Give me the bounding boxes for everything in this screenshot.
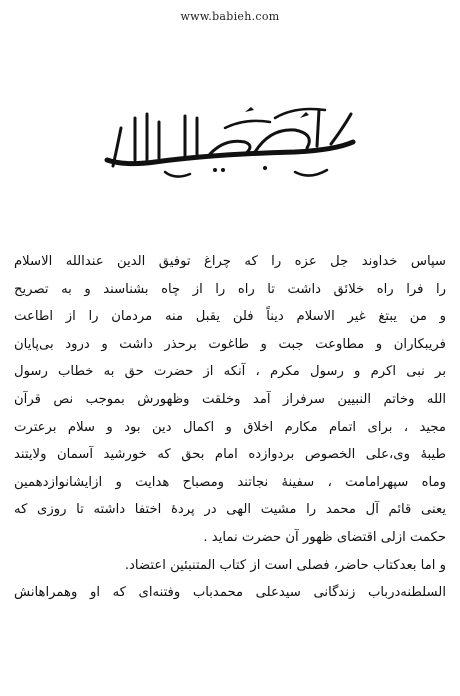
text-line: سپاس خداوند جل عزه را که چراغ توفیق الدین عندالله الاسلام <box>14 254 446 269</box>
text-line: بر نبی اکرم و رسول مکرم ، آنکه از حضرت حق به خطاب رسول <box>14 364 446 380</box>
text-line: السلطنه‌درباب زندگانی سیدعلی محمدباب وفتنه‌ای که او وهمراهانش <box>14 585 446 601</box>
text-line: و اما بعدکتاب حاضر، فصلی است از کتاب المتنبئین اعتضاد. <box>124 557 446 573</box>
basmala-calligraphy-image <box>95 88 365 188</box>
document-body <box>14 248 446 607</box>
text-line: یعنی قائم آل محمد را مشیت الهی در پردهٔ اختفا داشته تا روزی که <box>14 502 446 518</box>
text-line: طیبهٔ وی،علی الخصوص بردوازده امام بحق که خورشید آسمان ولایتند <box>14 447 446 463</box>
text-line: حکمت ازلی اقتضای ظهور آن حضرت نماید . <box>203 529 446 545</box>
text-line: و من یبتغ غیر الاسلام دیناً فلن یقبل منه مردمان را از اطاعت <box>14 309 446 325</box>
website-url: www.babieh.com <box>180 10 280 23</box>
text-line: مجید ، برای اتمام مکارم اخلاق و اکمال دین بود و سلام برعترت <box>14 419 446 435</box>
text-line: وماه سپهرامامت ، سفینهٔ نجاتند ومصباح هدایت و ازایشانوازدهمین <box>14 474 446 490</box>
text-line: را فرا راه خلائق داشت تا راه را از چاه بشناسند و به تصریح <box>14 281 446 297</box>
text-line: فریبکاران و مطاوعت جبت و طاغوت برحذر داشت و درود بی‌پایان <box>14 336 446 352</box>
text-line: الله وخاتم النبیین سرفراز آمد وخلقت وظهورش بموجب نص قرآن <box>14 391 446 407</box>
basmala-calligraphy <box>95 88 365 188</box>
